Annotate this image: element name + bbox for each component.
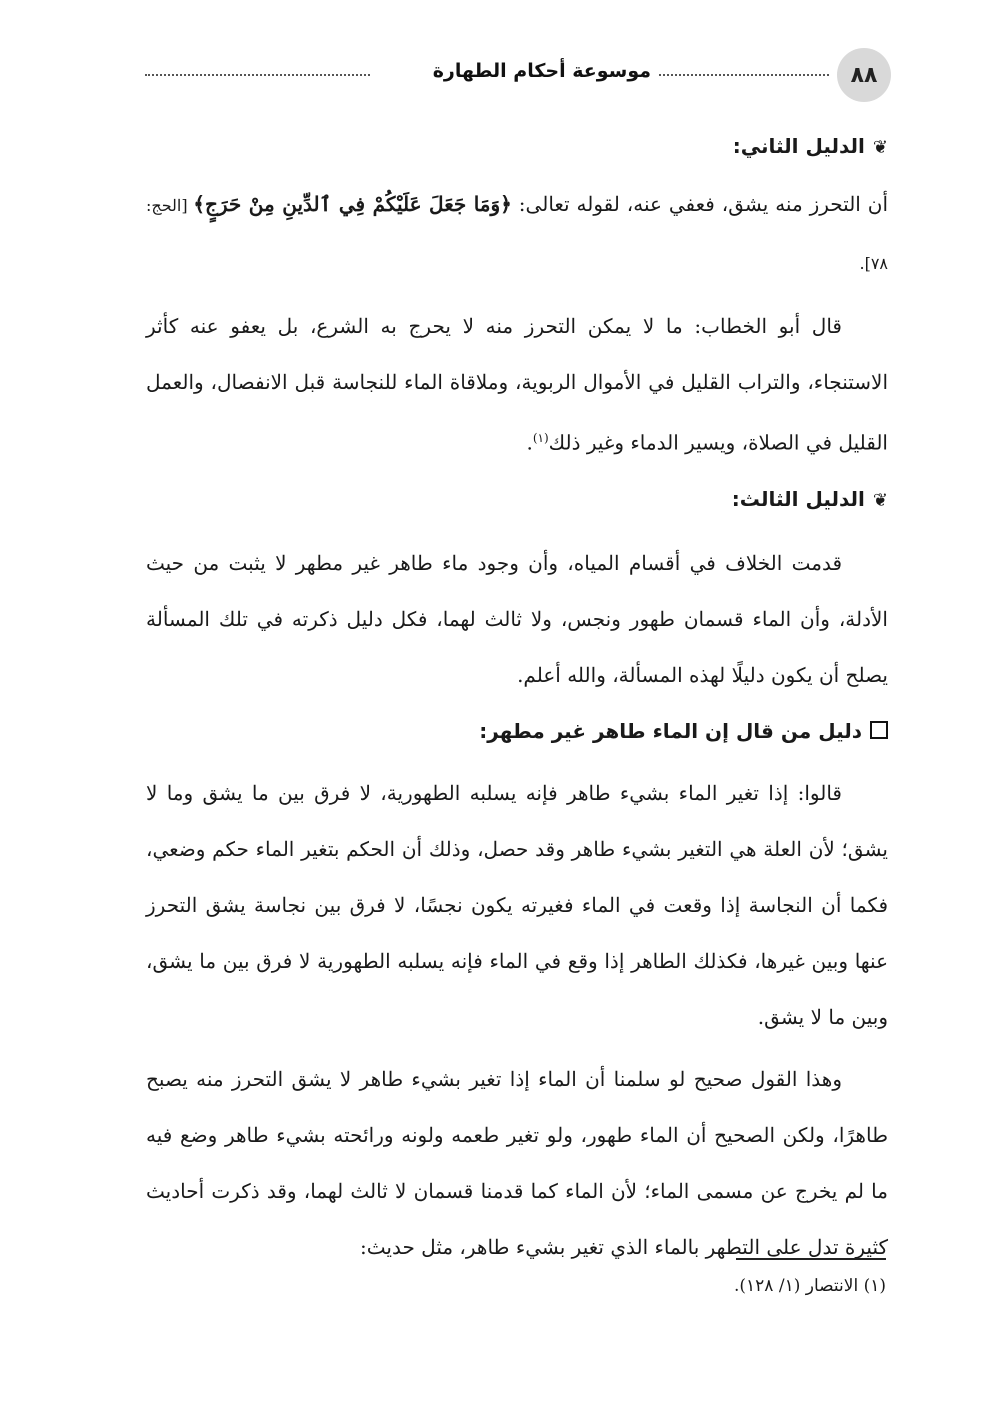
paragraph [146,298,888,471]
section-heading-third-evidence [146,471,888,529]
heading-text: الدليل الثاني: [732,134,865,158]
section-heading-opposing-view [146,703,888,759]
main-text [146,118,888,1275]
heading-text: الدليل الثالث: [731,486,865,511]
square-icon [870,721,888,739]
paragraph-text: . [526,430,533,455]
page-header [145,48,891,102]
footnote-number: (١) [863,1276,886,1296]
footnote [734,1276,886,1296]
leaf-icon: ❦ [872,137,888,158]
leaf-icon: ❦ [872,489,888,511]
verse-reference: [الحج: ٧٨]. [146,196,888,273]
footnote-text: الانتصار (١/ ١٢٨). [733,1276,859,1296]
footnote-separator [736,1258,886,1260]
section-heading-second-evidence [146,118,888,176]
paragraph-text: قال أبو الخطاب: ما لا يمكن التحرز منه لا يحرج به الشرع، بل يعفو عنه كأثر الاستنجاء، والتراب القليل في الأموال الربوية، وملاقاة الماء للنجاسة قبل الانفصال، والعمل القليل في الصلاة، ويسير الدماء وغير ذلك [146,314,888,455]
header-dotted-rule-right [659,74,829,76]
page-number-badge: ٨٨ [837,48,891,102]
header-dotted-rule-left [145,74,370,76]
paragraph: وهذا القول صحيح لو سلمنا أن الماء إذا تغير بشيء طاهر لا يشق التحرز منه يصبح طاهرًا، ولكن الصحيح أن الماء طهور، ولو تغير طعمه ولونه ورائحته بشيء طاهر وضع فيه ما لم يخرج عن مسمى الماء؛ لأن الماء كما قدمنا قسمان لا ثالث لهما، وقد ذكرت أحاديث كثيرة تدل على التطهر بالماء الذي تغير بشيء طاهر، مثل حديث: [146,1066,888,1259]
footnote-marker[interactable]: (١) [532,431,549,445]
paragraph: قدمت الخلاف في أقسام المياه، وأن وجود ماء طاهر غير مطهر لا يثبت من حيث الأدلة، وأن الماء قسمان طهور ونجس، ولا ثالث لهما، فكل دليل ذكرته في تلك المسألة يصلح أن يكون دليلًا لهذه المسألة، والله أعلم. [146,550,888,687]
paragraph-text: أن التحرز منه يشق، فعفي عنه، لقوله تعالى: [511,192,888,216]
heading-text: دليل من قال إن الماء طاهر غير مطهر: [479,718,862,743]
running-title: موسوعة أحكام الطهارة [432,60,651,82]
quran-verse: ﴿وَمَا جَعَلَ عَلَيْكُمْ فِي ٱلدِّينِ مِنْ حَرَجٍ﴾ [193,192,512,216]
paragraph [146,176,888,292]
paragraph: قالوا: إذا تغير الماء بشيء طاهر فإنه يسلبه الطهورية، لا فرق بين ما يشق وما لا يشق؛ لأن العلة هي التغير بشيء طاهر وقد حصل، وذلك أن الحكم بتغير الماء حكم وضعي، فكما أن النجاسة إذا وقعت في الماء فغيرته يكون نجسًا، لا فرق بين نجاسة يشق التحرز عنها وبين غيرها، فكذلك الطاهر إذا وقع في الماء فإنه يسلبه الطهورية لا فرق بين ما يشق، وبين ما لا يشق. [146,780,888,1029]
